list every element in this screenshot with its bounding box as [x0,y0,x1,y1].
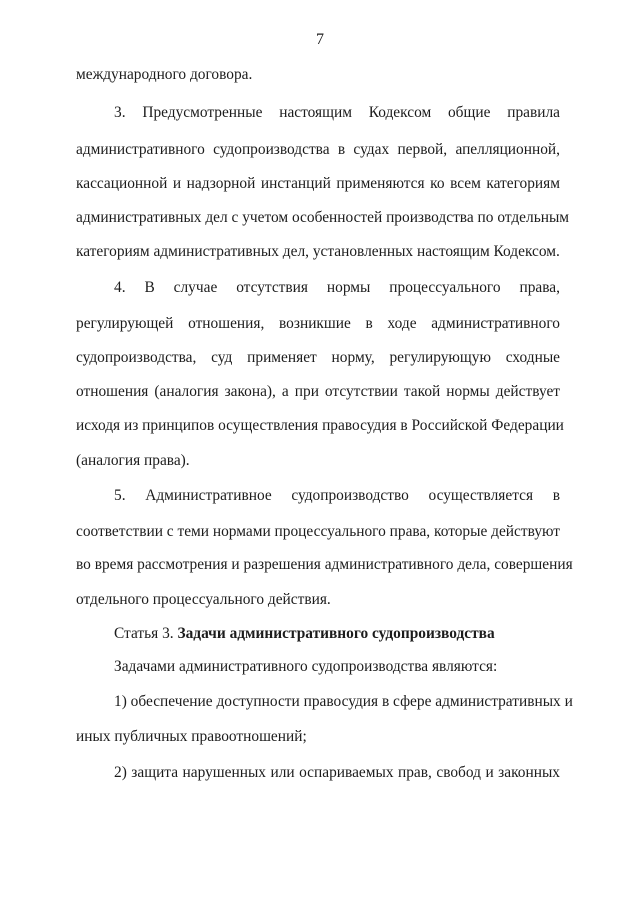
paragraph-line: регулирующей отношения, возникшие в ходе административного [76,315,560,332]
paragraph-line: отношения (аналогия закона), а при отсутствии такой нормы действует [76,383,560,400]
paragraph-line: административных дел с учетом особенностей производства по отдельным [76,209,570,226]
article-heading-prefix: Статья 3. [114,625,178,642]
paragraph-line: иных публичных правоотношений; [76,728,307,745]
page-number: 7 [316,31,324,48]
paragraph-line: 4. В случае отсутствия нормы процессуального права, [114,279,560,296]
paragraph-line: исходя из принципов осуществления правосудия в Российской Федерации [76,417,564,434]
paragraph-line: во время рассмотрения и разрешения административного дела, совершения [76,556,573,573]
paragraph-line: категориям административных дел, установленных настоящим Кодексом. [76,243,560,260]
paragraph-line: 2) защита нарушенных или оспариваемых прав, свобод и законных [114,764,560,781]
article-heading-title: Задачи административного судопроизводства [177,625,495,642]
paragraph-line: 1) обеспечение доступности правосудия в сфере административных и [114,693,573,710]
paragraph-line: кассационной и надзорной инстанций применяются ко всем категориям [76,175,560,192]
paragraph-line: Задачами административного судопроизводства являются: [114,658,498,675]
paragraph-line: административного судопроизводства в судах первой, апелляционной, [76,141,560,158]
article-heading [114,623,560,645]
paragraph-line: международного договора. [76,66,253,83]
paragraph-line: (аналогия права). [76,452,190,469]
paragraph-line: соответствии с теми нормами процессуального права, которые действуют [76,523,561,540]
paragraph-line: 3. Предусмотренные настоящим Кодексом общие правила [114,104,560,121]
paragraph-line: отдельного процессуального действия. [76,591,331,608]
paragraph-line: судопроизводства, суд применяет норму, регулирующую сходные [76,349,560,366]
paragraph-line: 5. Административное судопроизводство осуществляется в [114,487,560,504]
